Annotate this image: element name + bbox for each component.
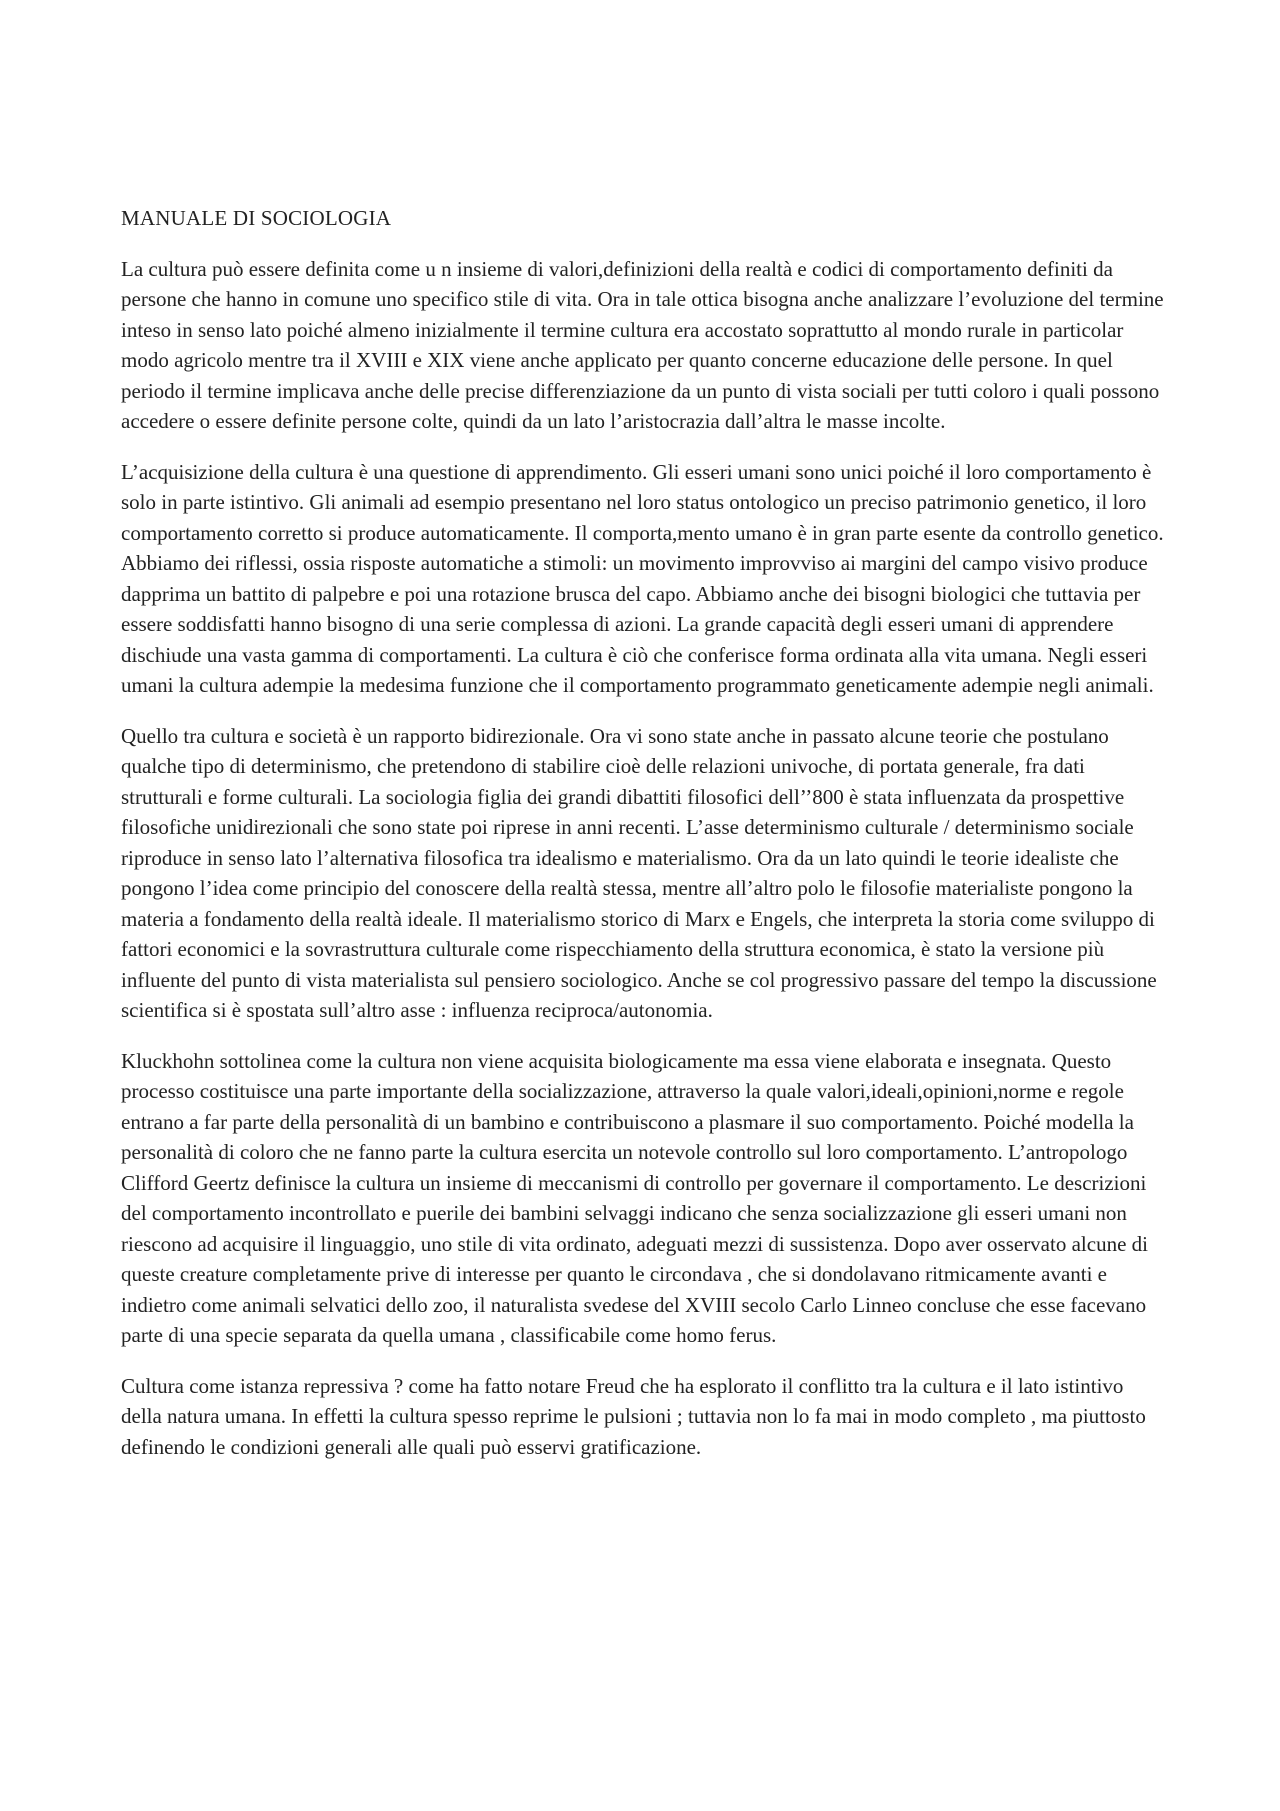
paragraph-learning: L’acquisizione della cultura è una questione di apprendimento. Gli esseri umani sono unici poiché il loro comportamento è solo in parte istintivo. Gli animali ad esempio presentano nel loro status ontologico un preciso patrimonio genetico, il loro comportamento corretto si produce automaticamente. Il comporta,mento umano è in gran parte esente da controllo genetico. Abbiamo dei riflessi, ossia risposte automatiche a stimoli: un movimento improvviso ai margini del campo visivo produce dapprima un battito di palpebre e poi una rotazione brusca del capo. Abbiamo anche dei bisogni biologici che tuttavia per essere soddisfatti hanno bisogno di una serie complessa di azioni. La grande capacità degli esseri umani di apprendere dischiude una vasta gamma di comportamenti. La cultura è ciò che conferisce forma ordinata alla vita umana. Negli esseri umani la cultura adempie la medesima funzione che il comportamento programmato geneticamente adempie negli animali. — [121, 459, 1164, 697]
paragraph-socialization: Kluckhohn sottolinea come la cultura non viene acquisita biologicamente ma essa viene elaborata e insegnata. Questo processo costituisce una parte importante della socializzazione, attraverso la quale valori,ideali,opinioni,norme e regole entrano a far parte della personalità di un bambino e contribuiscono a plasmare il suo comportamento. Poiché modella la personalità di coloro che ne fanno parte la cultura esercita un notevole controllo sul loro comportamento. L’antropologo Clifford Geertz definisce la cultura un insieme di meccanismi di controllo per governare il comportamento. Le descrizioni del comportamento incontrollato e puerile dei bambini selvaggi indicano che senza socializzazione gli esseri umani non riescono ad acquisire il linguaggio, uno stile di vita ordinato, adeguati mezzi di sussistenza. Dopo aver osservato alcune di queste creature completamente prive di interesse per quanto le circondava , che si dondolavano ritmicamente avanti e indietro come animali selvatici dello zoo, il naturalista svedese del XVIII secolo Carlo Linneo concluse che esse facevano parte di una specie separata da quella umana , classificabile come homo ferus. — [121, 1048, 1148, 1347]
document-title: MANUALE DI SOCIOLOGIA — [121, 206, 392, 230]
paragraph-definition: La cultura può essere definita come u n insieme di valori,definizioni della realtà e codici di comportamento definiti da persone che hanno in comune uno specifico stile di vita. Ora in tale ottica bisogna anche analizzare l’evoluzione del termine inteso in senso lato poiché almeno inizialmente il termine cultura era accostato soprattutto al mondo rurale in particolar modo agricolo mentre tra il XVIII e XIX viene anche applicato per quanto concerne educazione delle persone. In quel periodo il termine implicava anche delle precise differenziazione da un punto di vista sociali per tutti coloro i quali possono accedere o essere definite persone colte, quindi da un lato l’aristocrazia dall’altra le masse incolte. — [121, 256, 1164, 433]
document-body — [121, 203, 1166, 1482]
paragraph-repression: Cultura come istanza repressiva ? come ha fatto notare Freud che ha esplorato il conflitto tra la cultura e il lato istintivo della natura umana. In effetti la cultura spesso reprime le pulsioni ; tuttavia non lo fa mai in modo completo , ma piuttosto definendo le condizioni generali alle quali può esservi gratificazione. — [121, 1373, 1146, 1459]
paragraph-culture-society: Quello tra cultura e società è un rapporto bidirezionale. Ora vi sono state anche in passato alcune teorie che postulano qualche tipo di determinismo, che pretendono di stabilire cioè delle relazioni univoche, di portata generale, fra dati strutturali e forme culturali. La sociologia figlia dei grandi dibattiti filosofici dell’’800 è stata influenzata da prospettive filosofiche unidirezionali che sono state poi riprese in anni recenti. L’asse determinismo culturale / determinismo sociale riproduce in senso lato l’alternativa filosofica tra idealismo e materialismo. Ora da un lato quindi le teorie idealiste che pongono l’idea come principio del conoscere della realtà stessa, mentre all’altro polo le filosofie materialiste pongono la materia a fondamento della realtà ideale. Il materialismo storico di Marx e Engels, che interpreta la storia come sviluppo di fattori economici e la sovrastruttura culturale come rispecchiamento della struttura economica, è stato la versione più influente del punto di vista materialista sul pensiero sociologico. Anche se col progressivo passare del tempo la discussione scientifica si è spostata sull’altro asse : influenza reciproca/autonomia. — [121, 723, 1157, 1022]
